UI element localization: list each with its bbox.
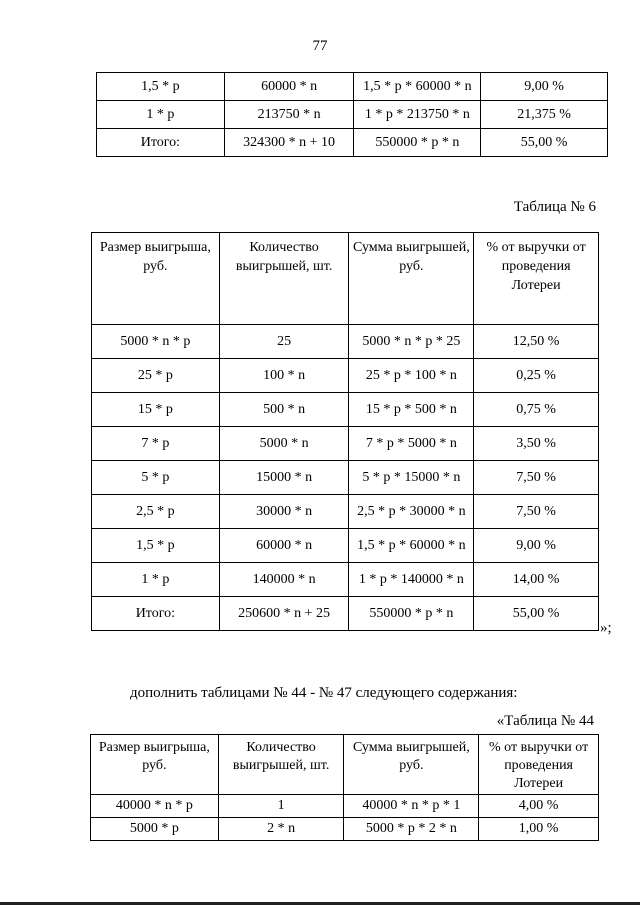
- table-cell: 5000 * n: [219, 427, 349, 461]
- table-cell: 7,50 %: [474, 495, 599, 529]
- table-cell: 1,5 * р: [97, 73, 225, 101]
- table-row: [92, 495, 599, 529]
- table-row: [92, 325, 599, 359]
- table-cell: 15 * р: [92, 393, 220, 427]
- table-cell: 550000 * р * n: [354, 129, 481, 157]
- table-cell: 40000 * n * р * 1: [344, 795, 479, 818]
- table-row: [92, 563, 599, 597]
- table-44-caption: «Таблица № 44: [496, 713, 594, 729]
- header-revenue-percent: % от выручки от проведения Лотереи: [474, 233, 599, 325]
- table-cell: 25 * р * 100 * n: [349, 359, 474, 393]
- table-row: [92, 597, 599, 631]
- table-cell: 2,5 * р * 30000 * n: [349, 495, 474, 529]
- table-cell: 60000 * n: [224, 73, 354, 101]
- table-cell: 12,50 %: [474, 325, 599, 359]
- table-cell: 140000 * n: [219, 563, 349, 597]
- table-cell: 213750 * n: [224, 101, 354, 129]
- table-cell: 1 * р * 140000 * n: [349, 563, 474, 597]
- table-row: [91, 818, 599, 841]
- table-cell: 3,50 %: [474, 427, 599, 461]
- table-cell: 14,00 %: [474, 563, 599, 597]
- header-prize-sum: Сумма выигрышей, руб.: [349, 233, 474, 325]
- table-cell: 1 * р * 213750 * n: [354, 101, 481, 129]
- table-cell: 2,5 * р: [92, 495, 220, 529]
- table-cell: 60000 * n: [219, 529, 349, 563]
- table-row: [97, 129, 608, 157]
- table-cell: 25: [219, 325, 349, 359]
- table-cell: 324300 * n + 10: [224, 129, 354, 157]
- table-cell: 550000 * р * n: [349, 597, 474, 631]
- header-prize-size: Размер выигрыша, руб.: [92, 233, 220, 325]
- table-cell: 1: [218, 795, 344, 818]
- table-row: [92, 427, 599, 461]
- table-cell: 0,25 %: [474, 359, 599, 393]
- table-cell: 1,00 %: [479, 818, 599, 841]
- table-continued: [96, 72, 608, 157]
- table-cell: Итого:: [97, 129, 225, 157]
- table-cell: 15000 * n: [219, 461, 349, 495]
- table-row: [97, 73, 608, 101]
- header-prize-size: Размер выигрыша, руб.: [91, 735, 219, 795]
- table-cell: 5 * р * 15000 * n: [349, 461, 474, 495]
- table-cell: 9,00 %: [474, 529, 599, 563]
- table-cell: 15 * р * 500 * n: [349, 393, 474, 427]
- table-row: [91, 795, 599, 818]
- table-cell: 500 * n: [219, 393, 349, 427]
- table-row: [92, 461, 599, 495]
- table-cell: 100 * n: [219, 359, 349, 393]
- table-row: [92, 393, 599, 427]
- page-number: 77: [312, 38, 328, 54]
- table-header-row: [91, 735, 599, 795]
- header-prize-count: Количество выигрышей, шт.: [219, 233, 349, 325]
- table-cell: 4,00 %: [479, 795, 599, 818]
- table-cell: 0,75 %: [474, 393, 599, 427]
- table-cell: 9,00 %: [481, 73, 608, 101]
- table-cell: 5000 * n * р: [92, 325, 220, 359]
- closing-quote: »;: [600, 620, 612, 636]
- intro-text: дополнить таблицами № 44 - № 47 следующего содержания:: [130, 685, 518, 701]
- table-row: [92, 359, 599, 393]
- table-header-row: [92, 233, 599, 325]
- table-cell: 7,50 %: [474, 461, 599, 495]
- table-cell: 7 * р * 5000 * n: [349, 427, 474, 461]
- table-cell: Итого:: [92, 597, 220, 631]
- table-6-caption: Таблица № 6: [513, 199, 596, 215]
- table-cell: 1 * р: [92, 563, 220, 597]
- table-cell: 5000 * n * р * 25: [349, 325, 474, 359]
- header-prize-sum: Сумма выигрышей, руб.: [344, 735, 479, 795]
- table-cell: 1,5 * р * 60000 * n: [354, 73, 481, 101]
- table-cell: 2 * n: [218, 818, 344, 841]
- table-cell: 1,5 * р * 60000 * n: [349, 529, 474, 563]
- table-row: [97, 101, 608, 129]
- table-cell: 1,5 * р: [92, 529, 220, 563]
- table-cell: 30000 * n: [219, 495, 349, 529]
- table-44: [90, 734, 599, 841]
- table-cell: 250600 * n + 25: [219, 597, 349, 631]
- table-cell: 5000 * р: [91, 818, 219, 841]
- table-cell: 1 * р: [97, 101, 225, 129]
- table-cell: 25 * р: [92, 359, 220, 393]
- table-cell: 5000 * р * 2 * n: [344, 818, 479, 841]
- table-row: [92, 529, 599, 563]
- table-cell: 40000 * n * р: [91, 795, 219, 818]
- header-revenue-percent: % от выручки от проведения Лотереи: [479, 735, 599, 795]
- table-cell: 5 * р: [92, 461, 220, 495]
- header-prize-count: Количество выигрышей, шт.: [218, 735, 344, 795]
- table-6: [91, 232, 599, 631]
- table-cell: 21,375 %: [481, 101, 608, 129]
- table-cell: 55,00 %: [474, 597, 599, 631]
- table-cell: 7 * р: [92, 427, 220, 461]
- table-cell: 55,00 %: [481, 129, 608, 157]
